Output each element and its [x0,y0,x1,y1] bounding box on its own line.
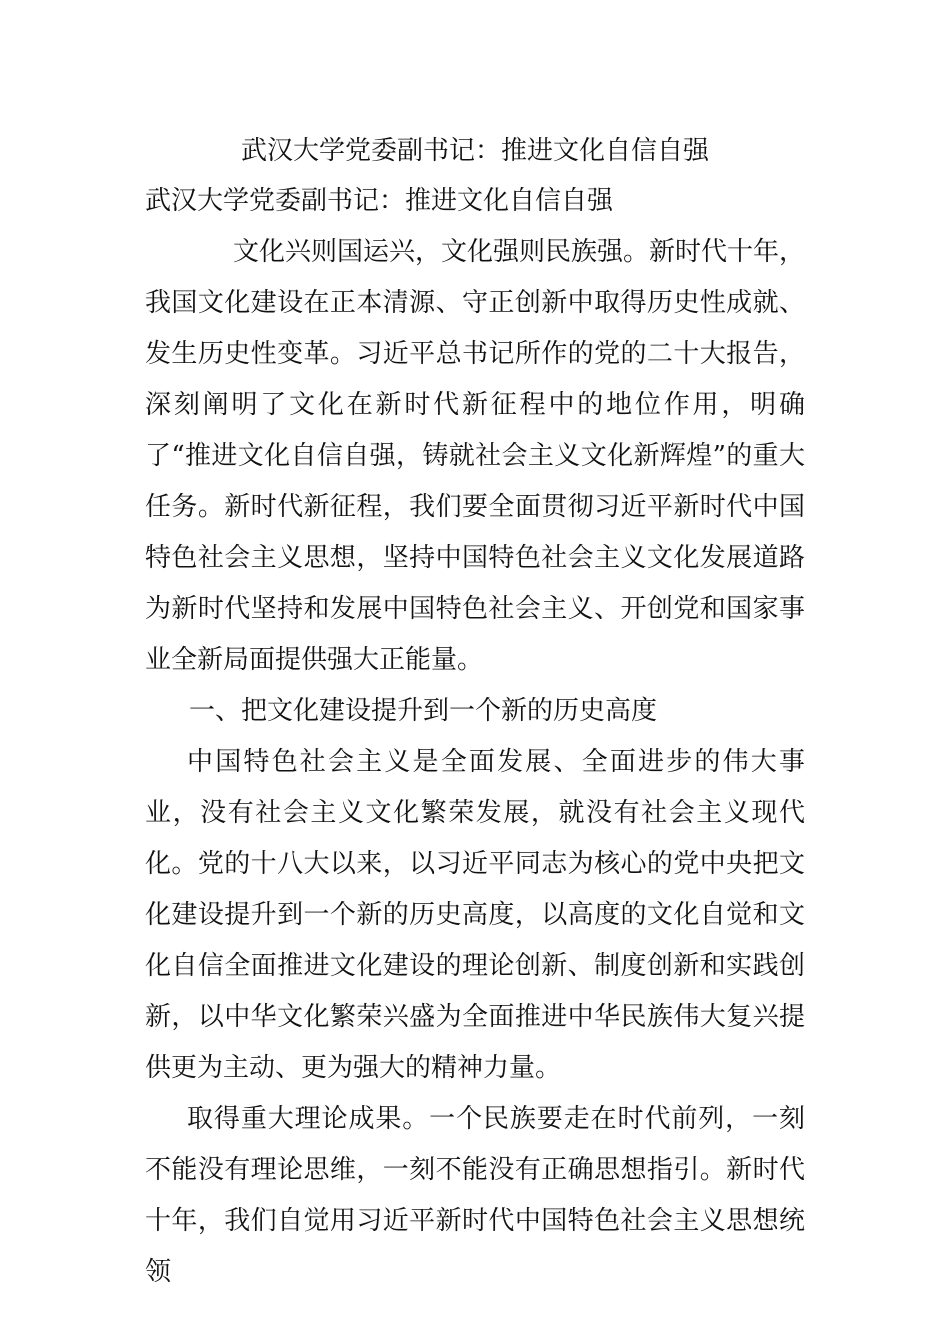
body-paragraph: 取得重大理论成果。一个民族要走在时代前列，一刻不能没有理论思维，一刻不能没有正确思想指引。新时代十年，我们自觉用习近平新时代中国特色社会主义思想统领 [145,1104,805,1287]
body-paragraph: 中国特色社会主义是全面发展、全面进步的伟大事业，没有社会主义文化繁荣发展，就没有社会主义现代化。党的十八大以来，以习近平同志为核心的党中央把文化建设提升到一个新的历史高度，以高度的文化自觉和文化自信全面推进文化建设的理论创新、制度创新和实践创新，以中华文化繁荣兴盛为全面推进中华民族伟大复兴提供更为主动、更为强大的精神力量。 [145,747,805,1083]
subtitle-paragraph: 武汉大学党委副书记：推进文化自信自强 [145,186,614,216]
document-title: 武汉大学党委副书记：推进文化自信自强 [240,136,709,166]
section-heading: 一、把文化建设提升到一个新的历史高度 [189,696,658,726]
intro-paragraph: 文化兴则国运兴，文化强则民族强。新时代十年，我国文化建设在正本清源、守正创新中取得历史性成就、发生历史性变革。习近平总书记所作的党的二十大报告，深刻阐明了文化在新时代新征程中的地位作用，明确了“推进文化自信自强，铸就社会主义文化新辉煌”的重大任务。新时代新征程，我们要全面贯彻习近平新时代中国特色社会主义思想，坚持中国特色社会主义文化发展道路为新时代坚持和发展中国特色社会主义、开创党和国家事业全新局面提供强大正能量。 [145,237,806,675]
document-body [145,176,805,1298]
